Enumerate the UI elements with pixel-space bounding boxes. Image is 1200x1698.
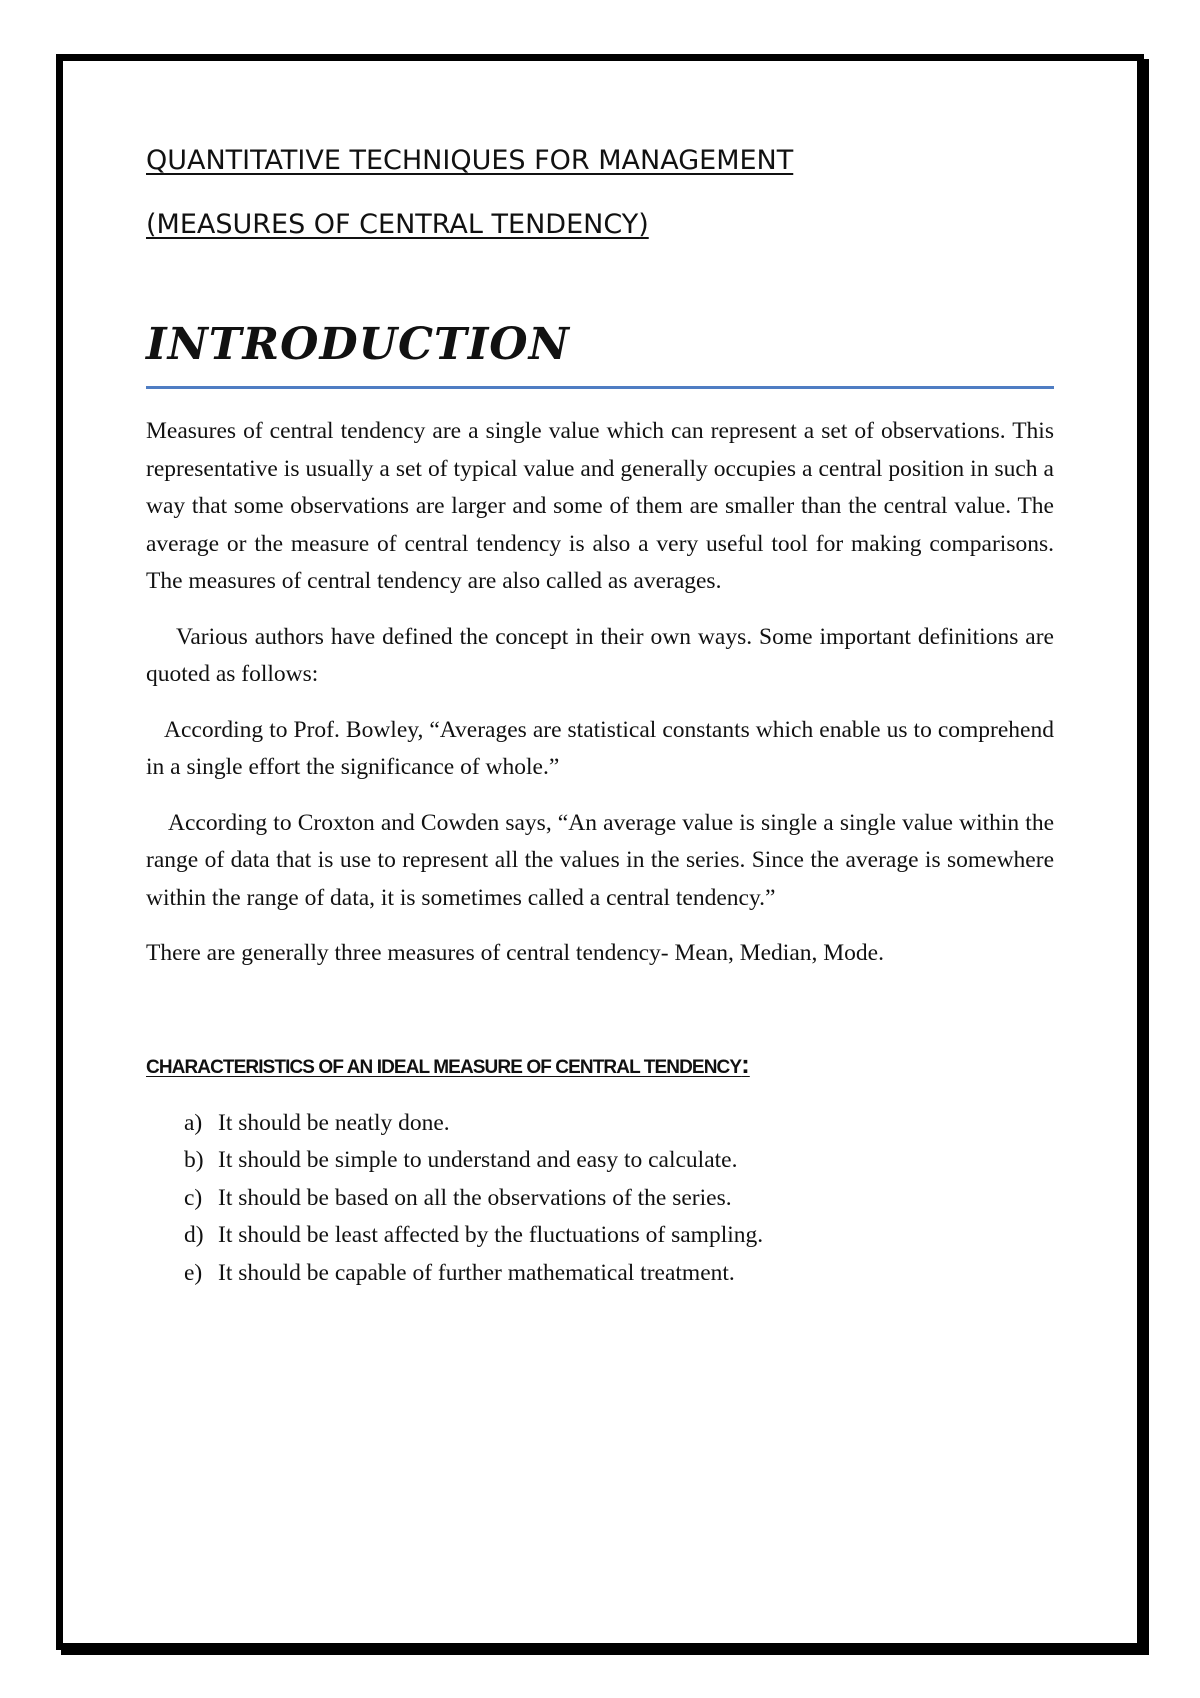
paragraph-three-measures: There are generally three measures of central tendency- Mean, Median, Mode. [146, 940, 884, 966]
paragraph-definition: Measures of central tendency are a single value which can represent a set of observations. This representative is usually a set of typical value and generally occupies a central position in such a way that some observations are larger and some of them are smaller than the central value. The average or the measure of central tendency is also a very useful tool for making comparisons. The measures of central tendency are also called as averages. [146, 418, 1054, 594]
heading-divider [146, 386, 1054, 389]
list-item-text: It should be neatly done. [218, 1109, 450, 1136]
list-item [184, 1255, 1054, 1293]
list-marker: b) [184, 1147, 204, 1173]
document-subtitle: (MEASURES OF CENTRAL TENDENCY) [146, 209, 649, 240]
document-content [146, 140, 1054, 1292]
characteristics-heading-colon: : [741, 1048, 750, 1079]
list-item [184, 1217, 1054, 1255]
characteristics-heading-text: CHARACTERISTICS OF AN IDEAL MEASURE OF CENTRAL TENDENCY [146, 1056, 742, 1078]
list-marker: d) [184, 1222, 204, 1248]
list-marker: e) [184, 1259, 203, 1286]
paragraph-bowley-quote: According to Prof. Bowley, “Averages are statistical constants which enable us to comprehend in a single effort the significance of whole.” [146, 716, 1054, 780]
list-marker: c) [184, 1184, 203, 1211]
list-item [184, 1180, 1054, 1218]
list-item [184, 1105, 1054, 1143]
list-marker: a) [184, 1109, 203, 1136]
paragraph-croxton-quote: According to Croxton and Cowden says, “An average value is single a single value within the range of data that is use to represent all the values in the series. Since the average is somewhere within the range of data, it is sometimes called a central tendency.” [146, 809, 1054, 911]
list-item-text: It should be simple to understand and easy to calculate. [218, 1147, 738, 1173]
characteristics-list [146, 1105, 1054, 1293]
introduction-heading: INTRODUCTION [146, 319, 570, 370]
list-item-text: It should be capable of further mathematical treatment. [218, 1259, 735, 1286]
list-item-text: It should be least affected by the fluctuations of sampling. [218, 1222, 764, 1248]
document-title: QUANTITATIVE TECHNIQUES FOR MANAGEMENT [146, 145, 794, 176]
list-item [184, 1142, 1054, 1180]
paragraph-authors: Various authors have defined the concept in their own ways. Some important definitions are quoted as follows: [146, 623, 1054, 687]
characteristics-heading [146, 1049, 1054, 1083]
list-item-text: It should be based on all the observations of the series. [218, 1184, 732, 1211]
